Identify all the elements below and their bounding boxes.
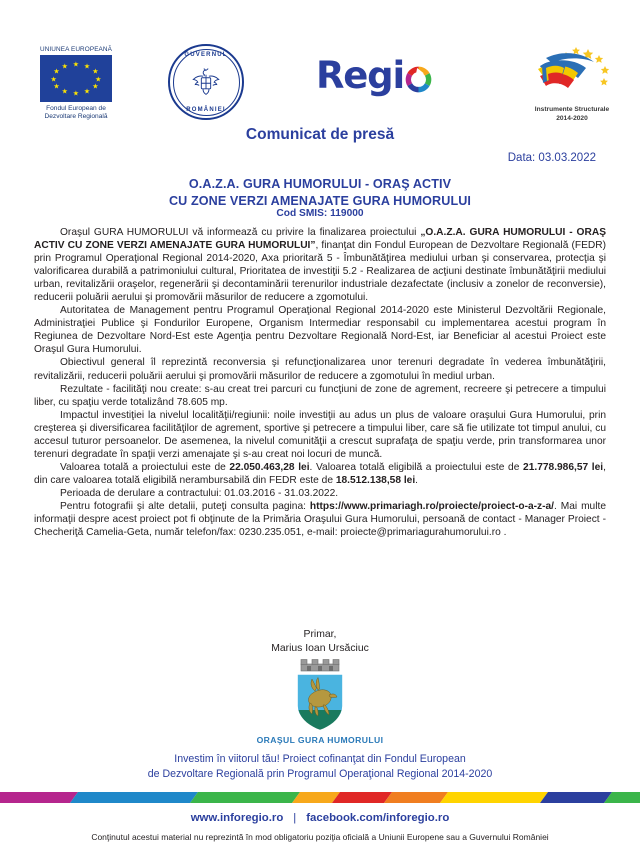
fedr-value: 18.512.138,58 lei xyxy=(335,474,416,486)
p8-part-b: . Mai multe informaţii despre acest proiect pot fi obţinute de la Primăria Oraşului Gura Humorului, persoană de contact - Manager Proiect - Checheriţă Camelia-Geta, număr telefon/fax: 0230.235.051, e-mail: proiecte@primariagurahumorului.ro . xyxy=(34,500,606,539)
eu-flag-graphic: ★ ★ ★ ★ ★ ★ ★ ★ ★ ★ ★ ★ xyxy=(40,55,112,102)
signature-block xyxy=(0,628,640,748)
paragraph-8-contact xyxy=(34,500,606,539)
decorative-color-bar xyxy=(0,790,640,801)
p1-project-name: „O.A.Z.A. GURA HUMORULUI - ORAŞ ACTIV CU ZONE VERZI AMENAJATE GURA HUMORULUI” xyxy=(34,227,606,252)
press-release-title: Comunicat de presă xyxy=(245,126,395,143)
slogan-line-1: Investim în viitorul tău! Proiect cofinanţat din Fondul European xyxy=(174,753,466,765)
regio-color-wheel-icon xyxy=(405,66,432,93)
project-title-line-1: O.A.Z.A. GURA HUMORULUI - ORAŞ ACTIV xyxy=(188,177,452,191)
signatory-name: Marius Ioan Ursăciuc xyxy=(271,642,369,654)
gura-humorului-coat-of-arms xyxy=(289,658,351,732)
coat-of-arms-label: ORAŞUL GURA HUMORULUI xyxy=(256,735,384,745)
p6-part-d: . xyxy=(415,474,418,486)
inforegio-facebook-link[interactable]: facebook.com/inforegio.ro xyxy=(306,812,450,824)
seal-text-top: GUVERNUL xyxy=(184,52,228,58)
paragraph-3: Obiectivul general îl reprezintă reconversia şi refuncţionalizarea unor terenuri degradate în vederea îmbunătăţirii, revitalizării, reducerii poluării aerului şi promovării măsurilor de reducere a zgomotului în mediul urban. xyxy=(34,357,606,382)
document-date: Data: 03.03.2022 xyxy=(507,152,596,164)
paragraph-7-period: Perioada de derulare a contractului: 01.03.2016 - 31.03.2022. xyxy=(60,487,339,499)
instrumente-structurale-mark xyxy=(516,44,628,100)
eligible-value: 21.778.986,57 lei xyxy=(523,461,604,473)
instrumente-structurale-logo xyxy=(516,44,628,123)
footer-link-separator: | xyxy=(293,812,297,824)
paragraph-5: Impactul investiţiei la nivelul localităţii/regiunii: noile investiţii au adus un plus de valoare oraşului Gura Humorului, prin creşterea şi diversificarea facilităţilor de agrement, sportive şi petrecere a timpului liber, care să fie utilizate tot timpul anului, cu accesul tuturor persoanelor. De asemenea, la nivelul comunităţii a crescut suprafaţa de spaţiu verde, prin transformarea unor terenuri degradate în spaţii verzi amenajate şi s-au creat noi locuri de muncă. xyxy=(34,409,606,460)
regio-logo xyxy=(316,52,432,100)
footer-disclaimer: Conţinutul acestui material nu reprezintă în mod obligatoriu poziţia oficială a Uniunii Europene sau a Guvernului României xyxy=(91,832,549,842)
eu-flag-logo xyxy=(18,46,134,122)
mural-crown-icon xyxy=(301,660,339,672)
paragraph-2: Autoritatea de Management pentru Programul Operaţional Regional 2014-2020 este Ministerul Dezvoltării Regionale, Administraţiei Publice şi Fondurilor Europene, Organism Intermediar responsabil cu implementarea acestui program în Regiunea de Dezvoltare Nord-Est este Agenţia pentru Dezvoltare Regională Nord-Est, iar Beneficiar al acestui Proiect este Oraşul Gura Humorului. xyxy=(34,305,606,356)
eu-logo-caption-top: UNIUNEA EUROPEANĂ xyxy=(39,46,112,53)
color-bar-graphic xyxy=(0,792,640,803)
project-url[interactable]: https://www.primariagh.ro/proiecte/proiect-o-a-z-a/ xyxy=(309,500,555,512)
romanian-eagle-icon xyxy=(189,65,223,99)
p6-part-b: . Valoarea totală eligibilă a proiectului este de xyxy=(309,461,524,473)
p8-part-a: Pentru fotografii şi alte detalii, puteţi consulta pagina: xyxy=(60,500,310,512)
footer-links xyxy=(0,812,640,824)
government-of-romania-seal xyxy=(168,44,244,120)
is-caption-line-1: Instrumente Structurale xyxy=(534,106,610,113)
p1-part-a: Oraşul GURA HUMORULUI vă informează cu privire la finalizarea proiectului xyxy=(60,227,421,238)
project-title xyxy=(0,176,640,209)
paragraph-6-financials xyxy=(34,461,606,487)
p1-part-b: , finanţat din Fondul European de Dezvoltare Regională (FEDR) prin Programul Operaţional Regional 2014-2020, Axa prioritară 5 - Îmbunătăţirea mediului urban şi conservarea, protecţia şi valorificarea durabilă a patrimoniului cultural, Prioritatea de investiţii 5.2 - Realizarea de acţiuni destinate îmbunătăţirii mediului urban, revitalizării oraşelor, regenerării şi decontaminării terenurilor industriale dezafectate (inclusiv a zonelor de reconversie), reducerii poluării aerului şi promovării măsurilor de reducere a zgomotului. xyxy=(34,240,606,304)
footer-slogan xyxy=(0,752,640,781)
regio-wordmark: Regi xyxy=(316,54,404,97)
coat-of-arms-graphic xyxy=(289,658,351,732)
signatory-role: Primar, xyxy=(303,629,337,640)
eu-caption-line-1: Fondul European de xyxy=(46,105,106,112)
is-caption-line-2: 2014-2020 xyxy=(556,114,588,122)
logo-header-strip xyxy=(0,44,640,122)
total-value: 22.050.463,28 lei xyxy=(229,461,310,473)
instrumente-structurale-caption xyxy=(516,106,628,123)
project-title-line-2: CU ZONE VERZI AMENAJATE GURA HUMORULUI xyxy=(168,193,472,208)
p6-part-c: , din care valoarea totală eligibilă nerambursabilă din FEDR este de xyxy=(34,461,606,486)
paragraph-1 xyxy=(34,226,606,304)
paragraph-4: Rezultate - facilităţi nou create: s-au creat trei parcuri cu funcţiuni de zone de agrement, recreere şi petrecere a timpului liber, cu spaţiu verde totalizând 78.605 mp. xyxy=(34,383,606,408)
slogan-line-2: de Dezvoltare Regională prin Programul Operaţional Regional 2014-2020 xyxy=(147,767,493,780)
shield-base-green xyxy=(299,710,342,730)
seal-text-bottom: ROMÂNIEI xyxy=(186,107,226,113)
eu-caption-line-2: Dezvoltare Regională xyxy=(44,113,108,121)
smis-code: Cod SMIS: 119000 xyxy=(276,208,364,219)
p6-part-a: Valoarea totală a proiectului este de xyxy=(60,461,230,473)
eu-logo-caption-bottom xyxy=(18,105,134,122)
press-release-body xyxy=(34,226,606,539)
inforegio-website-link[interactable]: www.inforegio.ro xyxy=(190,812,284,824)
